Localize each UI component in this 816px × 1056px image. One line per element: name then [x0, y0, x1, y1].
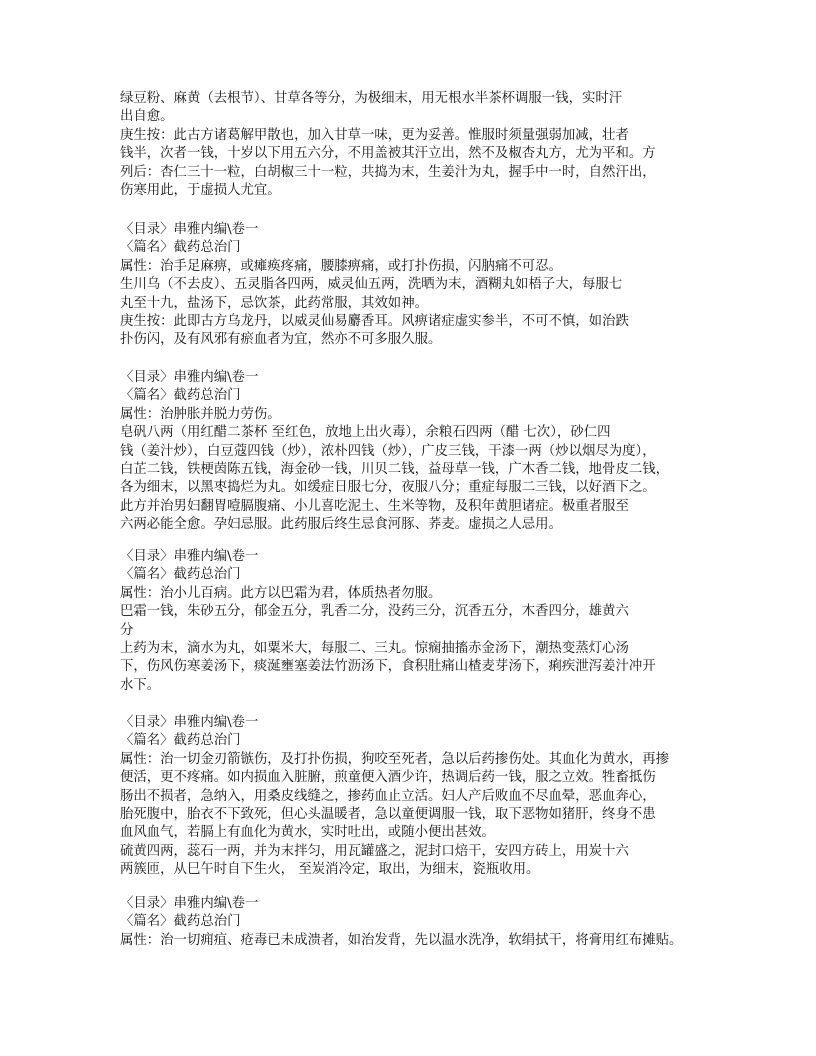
- text-line: 上药为末，滴水为丸，如粟米大，每服二、三丸。惊痫抽搐赤金汤下，潮热变蒸灯心汤: [120, 640, 629, 656]
- text-line: 两簇匝，从巳午时自下生火， 至炭消冷定，取出，为细末，瓷瓶收用。: [120, 862, 540, 878]
- attribute-line: 属性：治一切痈疽、疮毒已未成溃者，如治发背，先以温水洗净，软绢拭干，将膏用红布摊贴。: [120, 932, 683, 948]
- text-block-entry: [120, 714, 720, 880]
- attribute-line: 属性：治一切金刃箭镞伤，及打扑伤损，狗咬至死者，急以后药掺伤处。其血化为黄水，再掺: [120, 751, 670, 767]
- text-block-continuation: [120, 90, 720, 200]
- chapter-line: 〈篇名〉截药总治门: [120, 240, 241, 256]
- text-line: 庚生按：此古方诸葛解甲散也，加入甘草一味，更为妥善。惟服时须量强弱加减，壮者: [120, 127, 629, 143]
- attribute-line: 属性：治肿胀并脱力劳伤。: [120, 406, 281, 422]
- catalog-line: 〈目录〉串雅内编\卷一: [120, 370, 259, 385]
- text-line: 皂矾八两（用红醋二茶杯 至红色，放地上出火毒），余粮石四两（醋 七次），砂仁四: [120, 425, 611, 441]
- chapter-line: 〈篇名〉截药总治门: [120, 388, 241, 404]
- text-block-entry: [120, 548, 720, 695]
- text-line: 血风血气，若膈上有血化为黄水，实时吐出，或随小便出甚效。: [120, 825, 495, 841]
- text-line: 白芷二钱，铁梗茵陈五钱，海金砂一钱，川贝二钱，益母草一钱，广木香二钱，地骨皮二钱，: [120, 461, 670, 477]
- text-line: 巴霜一钱，朱砂五分，郁金五分，乳香二分，没药三分，沉香五分，木香四分，雄黄六: [120, 604, 629, 620]
- text-block-entry: [120, 369, 720, 535]
- text-line: 下，伤风伤寒姜汤下，痰涎壅塞姜法竹沥汤下，食积肚痛山楂麦芽汤下，痢疾泄泻姜汁冲开: [120, 659, 656, 675]
- text-line: 硫黄四两，蕊石一两，并为末拌匀，用瓦罐盛之，泥封口焙干，安四方砖上，用炭十六: [120, 843, 629, 859]
- catalog-line: 〈目录〉串雅内编\卷一: [120, 222, 259, 237]
- catalog-line: 〈目录〉串雅内编\卷一: [120, 715, 259, 730]
- text-line: 伤寒用此，于虚损人尤宜。: [120, 182, 281, 198]
- text-line: 钱（姜汁炒），白豆蔻四钱（炒），浓朴四钱（炒），广皮三钱，干漆一两（炒以烟尽为度），: [120, 443, 656, 459]
- text-line: 生川乌（不去皮）、五灵脂各四两，威灵仙五两，洗晒为末，酒糊丸如梧子大，每服七: [120, 277, 623, 293]
- catalog-line: 〈目录〉串雅内编\卷一: [120, 549, 259, 564]
- chapter-line: 〈篇名〉截药总治门: [120, 914, 241, 930]
- text-block-entry: [120, 221, 720, 350]
- text-line: 各为细末，以黑枣捣烂为丸。如缓症日服七分，夜服八分；重症每服二三钱，以好酒下之。: [120, 480, 656, 496]
- chapter-line: 〈篇名〉截药总治门: [120, 567, 241, 583]
- text-line: 庚生按：此即古方乌龙丹，以威灵仙易麝香耳。风痹诸症虚实参半，不可不慎，如治跌: [120, 313, 629, 329]
- text-line: 丸至十九，盐汤下，忌饮茶，此药常服，其效如神。: [120, 295, 428, 311]
- text-line: 水下。: [120, 677, 161, 693]
- chapter-line: 〈篇名〉截药总治门: [120, 733, 241, 749]
- attribute-line: 属性：治小儿百病。此方以巴霜为君，体质热者勿服。: [120, 585, 442, 601]
- text-block-entry: [120, 895, 720, 950]
- attribute-line: 属性：治手足麻痹，或瘫痪疼痛，腰膝痹痛，或打扑伤损，闪肭痛不可忍。: [120, 258, 562, 274]
- text-line: 胎死腹中，胎衣不下致死，但心头温暖者，急以童便调服一钱，取下恶物如猪肝，终身不患: [120, 806, 656, 822]
- text-line: 列后：杏仁三十一粒，白胡椒三十一粒，共捣为末，生姜汁为丸，握手中一时，自然汗出，: [120, 164, 656, 180]
- text-line: 分: [120, 622, 134, 638]
- text-line: 六两必能全愈。孕妇忌服。此药服后终生忌食河豚、荞麦。虚损之人忌用。: [120, 517, 562, 533]
- text-line: 便活，更不疼痛。如内损血入脏腑，煎童便入酒少许，热调后药一钱，服之立效。牲畜抵伤: [120, 770, 656, 786]
- text-line: 扑伤闪，及有风邪有瘀血者为宜，然亦不可多服久服。: [120, 332, 442, 348]
- text-line: 此方并治男妇翻胃噎膈腹痛、小儿喜吃泥土、生米等物，及积年黄胆诸症。极重者服至: [120, 498, 629, 514]
- text-line: 出自愈。: [120, 109, 174, 125]
- text-line: 绿豆粉、麻黄（去根节）、甘草各等分，为极细末，用无根水半茶杯调服一钱，实时汗: [120, 91, 623, 106]
- catalog-line: 〈目录〉串雅内编\卷一: [120, 896, 259, 911]
- text-line: 钱半，次者一钱，十岁以下用五六分，不用盖被其汗立出，然不及椒杏丸方，尤为平和。方: [120, 146, 656, 162]
- text-line: 肠出不损者，急纳入，用桑皮线缝之，掺药血止立活。妇人产后败血不尽血晕，恶血奔心，: [120, 788, 656, 804]
